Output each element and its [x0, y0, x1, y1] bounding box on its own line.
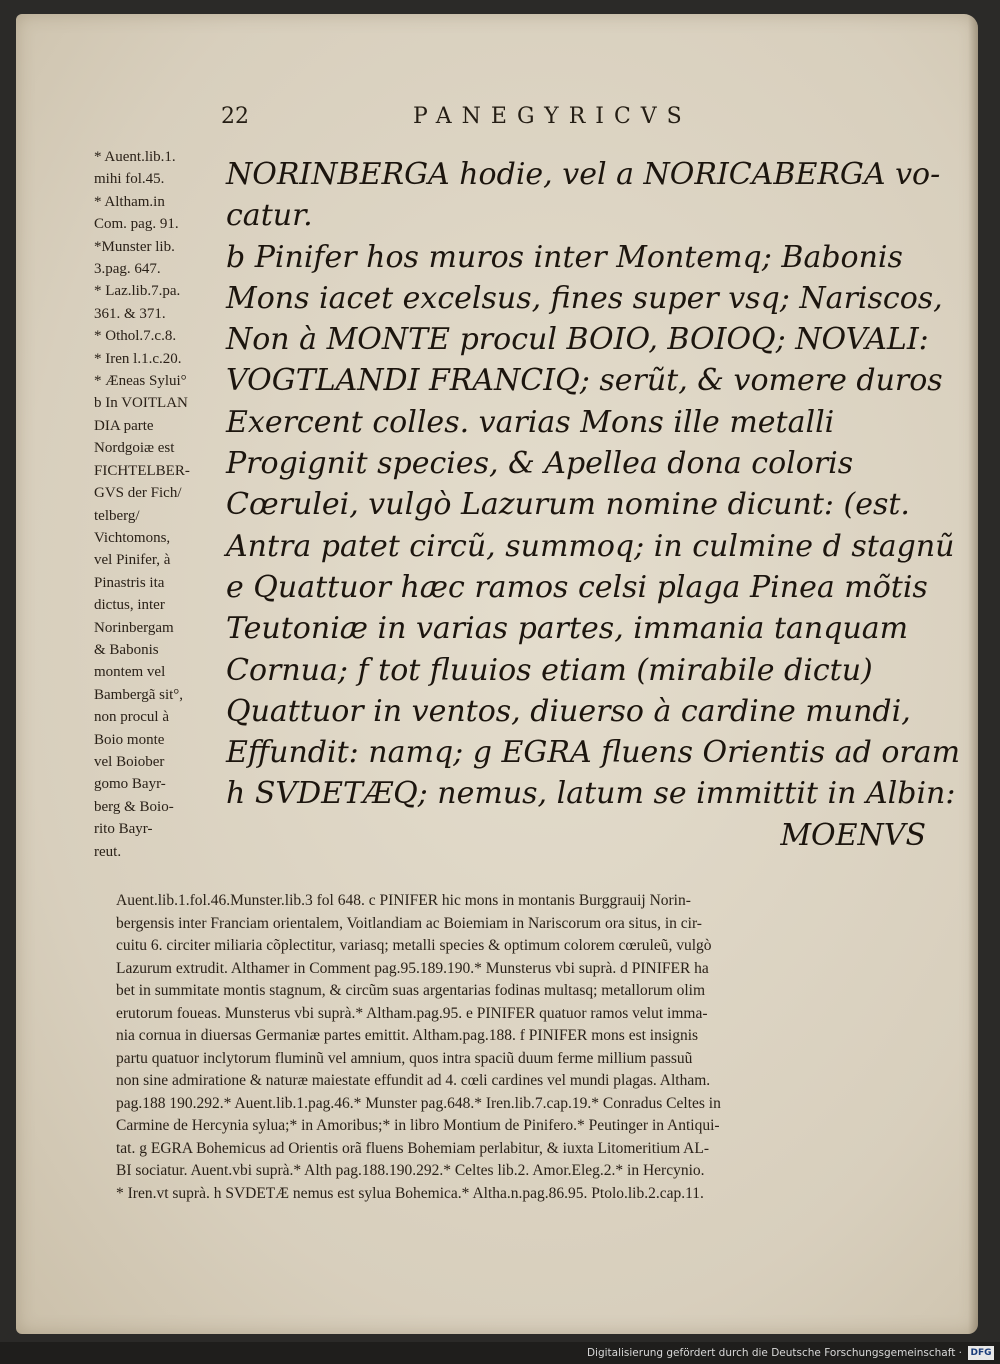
- verse-line: Progignit species, & Apellea dona coloris: [226, 446, 854, 482]
- margin-note-line: mihi fol.45.: [94, 171, 165, 188]
- footnote-line: nia cornua in diuersas Germaniæ partes emittit. Altham.pag.188. f PINIFER mons est insignis: [116, 1027, 699, 1044]
- margin-note-line: * Laz.lib.7.pa.: [94, 283, 181, 300]
- verse-line: Exercent colles. varias Mons ille metalli: [226, 404, 835, 440]
- page-number: 22: [221, 104, 249, 129]
- verse-line: Antra patet circũ, summoq; in culmine d stagnũ: [226, 528, 955, 564]
- margin-note-line: Com. pag. 91.: [94, 216, 179, 233]
- footnote-line: Auent.lib.1.fol.46.Munster.lib.3 fol 648. c PINIFER hic mons in montanis Burggrauij Norin-: [116, 892, 691, 909]
- margin-note-line: reut.: [94, 843, 122, 860]
- dfg-logo: DFG: [968, 1346, 994, 1360]
- footnote-line: bergensis inter Franciam orientalem, Voitlandiam ac Boiemiam in Nariscorum ora situs, in cir-: [116, 914, 702, 932]
- verse-line: VOGTLANDI FRANCIQ; serũt, & vomere duros: [226, 363, 943, 399]
- margin-note-line: FICHTELBER-: [94, 462, 190, 479]
- margin-note-line: telberg/: [94, 507, 140, 524]
- verse-line: NORINBERGA hodie, vel a NORICABERGA vo-: [226, 157, 941, 192]
- footnote-line: BI sociatur. Auent.vbi suprà.* Alth pag.188.190.292.* Celtes lib.2. Amor.Eleg.2.* in Hercynio.: [116, 1162, 705, 1179]
- margin-note-line: 3.pag. 647.: [94, 261, 161, 278]
- verse-line: catur.: [226, 198, 313, 234]
- page-edge-shadow: [968, 14, 978, 1334]
- margin-note-line: Boio monte: [94, 731, 165, 748]
- verse-line: Cornua; f tot fluuios etiam (mirabile dictu): [226, 652, 873, 688]
- footnote-line: partu quatuor inclytorum fluminũ vel amnium, quos intra spaciũ duum ferme millium passuũ: [116, 1049, 693, 1067]
- margin-note-line: 361. & 371.: [94, 305, 166, 322]
- margin-note-line: b In VOITLAN: [94, 395, 188, 412]
- footnote-line: non sine admiratione & naturæ maiestate effundit ad 4. cœli cardines vel mundi plagas. Altham.: [116, 1072, 711, 1089]
- digitization-footer: [0, 1342, 1000, 1364]
- margin-note-line: non procul à: [94, 709, 169, 726]
- margin-note-line: rito Bayr-: [94, 821, 153, 838]
- running-title: PANEGYRICVS: [413, 104, 692, 129]
- verse-line: h SVDETÆQ; nemus, latum se immittit in Albin:: [226, 776, 956, 812]
- verse-line: Mons iacet excelsus, fines super vsq; Nariscos,: [226, 280, 943, 316]
- footnote-line: Carmine de Hercynia sylua;* in Amoribus;* in libro Montium de Pinifero.* Peutinger in Antiqui-: [116, 1117, 720, 1134]
- footnote-line: bet in summitate montis stagnum, & circũm suas argentarias fodinas multasq; metallorum olim: [116, 982, 706, 999]
- footnotes: [116, 890, 936, 1205]
- margin-note-line: *Munster lib.: [94, 238, 175, 255]
- verse-line: Cœrulei, vulgò Lazurum nomine dicunt: (est.: [226, 487, 910, 523]
- verse-text: [226, 154, 961, 856]
- footnote-line: cuitu 6. circiter miliaria cõplectitur, variasq; metalli species & optimum colorem cœruleũ, vulgò: [116, 937, 712, 954]
- margin-note-line: vel Boiober: [94, 753, 165, 770]
- margin-note-line: vel Pinifer, à: [94, 552, 171, 569]
- footnote-line: pag.188 190.292.* Auent.lib.1.pag.46.* Munster pag.648.* Iren.lib.7.cap.19.* Conradus Celtes in: [116, 1094, 721, 1112]
- verse-line: Teutoniæ in varias partes, immania tanquam: [226, 611, 909, 647]
- margin-note-line: * Othol.7.c.8.: [94, 328, 177, 345]
- margin-note-line: berg & Boio-: [94, 798, 174, 815]
- margin-note-line: Nordgoiæ est: [94, 440, 175, 457]
- margin-note-line: * Iren l.1.c.20.: [94, 350, 182, 367]
- margin-note-line: & Babonis: [94, 641, 159, 658]
- footer-credit: Digitalisierung gefördert durch die Deutsche Forschungsgemeinschaft ·: [586, 1347, 962, 1359]
- margin-note-line: montem vel: [94, 664, 166, 681]
- verse-line: b Pinifer hos muros inter Montemq; Babonis: [226, 239, 903, 275]
- margin-note-line: DIA parte: [94, 417, 154, 434]
- margin-note-line: * Altham.in: [94, 193, 165, 210]
- verse-line: Effundit: namq; g EGRA fluens Orientis ad oram: [226, 735, 961, 771]
- margin-notes: [94, 146, 242, 863]
- verse-line: Non à MONTE procul BOIO, BOIOQ; NOVALI:: [226, 322, 929, 358]
- margin-note-line: GVS der Fich/: [94, 485, 182, 502]
- book-page: [16, 14, 978, 1334]
- verse-line: MOENVS: [780, 817, 926, 853]
- footnote-line: Lazurum extrudit. Althamer in Comment pag.95.189.190.* Munsterus vbi suprà. d PINIFER ha: [116, 959, 709, 977]
- margin-note-line: Bambergã sit°,: [94, 686, 184, 703]
- footnote-line: tat. g EGRA Bohemicus ad Orientis orã fluens Bohemiam perlabitur, & iuxta Litomeritium AL-: [116, 1139, 710, 1157]
- margin-note-line: dictus, inter: [94, 597, 165, 614]
- margin-note-line: Pinastris ita: [94, 574, 165, 591]
- verse-line: e Quattuor hæc ramos celsi plaga Pinea mõtis: [226, 569, 928, 605]
- footnote-line: erutorum foueas. Munsterus vbi suprà.* Altham.pag.95. e PINIFER quatuor ramos velut imma-: [116, 1004, 708, 1022]
- margin-note-line: * Æneas Sylui°: [94, 373, 187, 390]
- margin-note-line: Vichtomons,: [94, 529, 171, 546]
- margin-note-line: gomo Bayr-: [94, 776, 166, 793]
- footnote-line: * Iren.vt suprà. h SVDETÆ nemus est sylua Bohemica.* Altha.n.pag.86.95. Ptolo.lib.2.cap.11.: [116, 1184, 704, 1202]
- page-header: [221, 104, 781, 140]
- margin-note-line: * Auent.lib.1.: [94, 149, 176, 165]
- margin-note-line: Norinbergam: [94, 619, 174, 636]
- verse-line: Quattuor in ventos, diuerso à cardine mundi,: [226, 693, 911, 729]
